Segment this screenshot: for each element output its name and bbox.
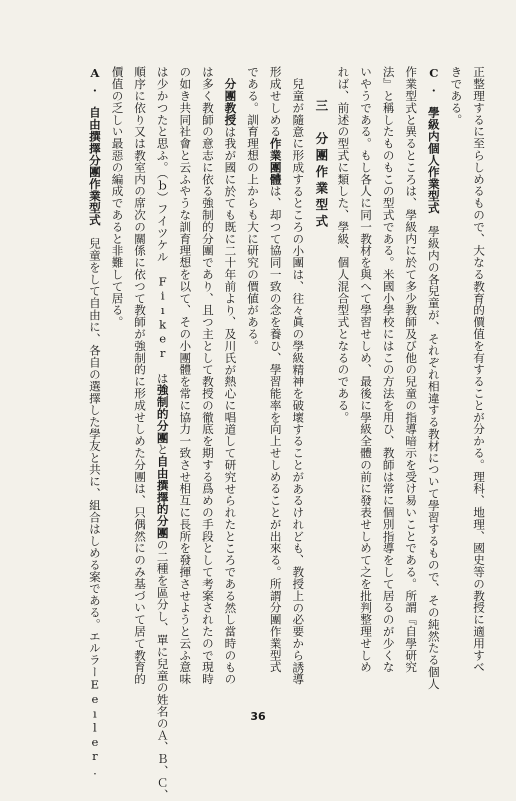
emphasized-text: 強制的分團 [155, 384, 170, 444]
text-run: れば、前述の型式に類した、學級、個人混合型式となるのである。 [336, 66, 351, 423]
text-column [151, 66, 174, 801]
text-run [427, 95, 441, 107]
text-column [219, 66, 242, 702]
emphasized-text: A. [87, 66, 102, 95]
text-run: 順序に依り又は教室内の席次の關係に依つて教師が強制的に形成せしめた分團は、只偶然にのみ基づいて居て教育的 [133, 66, 148, 685]
text-run: は少かつたと思ふ。（ｂ）フイツケル Fiıker は [155, 66, 170, 384]
emphasized-text: C. [426, 66, 441, 95]
text-run: 三 分團作業型式 [313, 98, 329, 231]
text-run [88, 95, 102, 107]
text-column [241, 66, 264, 702]
section-heading [309, 66, 332, 702]
text-run: 兒童をして自由に、各自の選擇した學友と共に、組合はしめる案である。エルラーEeıler. [87, 225, 102, 778]
emphasized-text: 學級内個人作業型式 [426, 106, 441, 214]
text-run: と [155, 443, 170, 456]
text-run: 兒童が隨意に形成するところの小團は、往々眞の學級精神を破壞することがあるけれども、教授上の必要から誘導 [291, 77, 306, 685]
text-column [174, 66, 197, 702]
text-run: 法』と稱したものもこの型式である。米國小學校にはこの方法を用ひ、教師は常に個別指導をして居るのが少くな [381, 66, 396, 673]
emphasized-text: 作業團體 [268, 137, 283, 186]
text-run: いやうである。もし各人に同一教材を與へて學習せしめ、最後に學級全體の前に發表せしめて之を批判整理せしめ [359, 66, 374, 673]
emphasized-text: 自由撰擇的分團 [155, 455, 170, 539]
text-column [129, 66, 152, 702]
text-run: の二種を區分し、單に兒童の姓名のＡ、Ｂ、Ｃ、 [155, 538, 170, 801]
text-run: の如き共同社會と云ふやうな訓育理想を以て、その小團體を常に協力一致させ相互に長所を發揮させようと云ふ意味 [178, 66, 193, 685]
text-run: きである。 [449, 66, 464, 126]
text-column [400, 66, 423, 702]
emphasized-text: 自由撰擇分團作業型式 [87, 106, 102, 226]
text-run: は、却つて協同一致の念を養ひ、學習能率を向上せしめることが出來る。所謂分團作業型式 [268, 185, 283, 673]
text-run: である。訓育理想の上からも大に研究の價値がある。 [246, 66, 261, 352]
emphasized-text: 分團教授 [223, 77, 238, 126]
text-column [377, 66, 400, 702]
text-run: は多く教師の意志に依る強制的分團であり、且つ主として教授の徹底を期する爲めの手段として考案されたので現時 [200, 66, 215, 685]
text-column [287, 66, 310, 702]
text-column [106, 66, 129, 702]
text-run: 形成せしめる [268, 66, 283, 138]
text-column [445, 66, 468, 702]
text-column [264, 66, 287, 702]
text-run: 正整理するに至らしめるもので、大なる教育的價值を有することが分かる。理科、地理、國史等の教授に適用すべ [472, 66, 486, 673]
text-column [422, 66, 445, 702]
page-number: 36 [250, 710, 266, 723]
text-run: は我が國に於ても既に二十年前より、及川氏が熱心に唱道して研究せられたところである然し當時のもの [223, 125, 238, 685]
text-column [196, 66, 219, 702]
text-run: 作業型式と異るところは、學級内に於て多少教師及び他の兒童の指導暗示を受け易いことである。所謂『自學研究 [404, 66, 419, 673]
text-run: 價值の乏しい最惡の編成であると非難して居る。 [110, 66, 125, 328]
text-run: 學級内の各兒童が、それぞれ相違する教材について學習するもので、その純然たる個人 [426, 213, 441, 690]
text-column [332, 66, 355, 702]
text-column [467, 66, 490, 702]
text-column [354, 66, 377, 702]
text-column [83, 66, 106, 778]
